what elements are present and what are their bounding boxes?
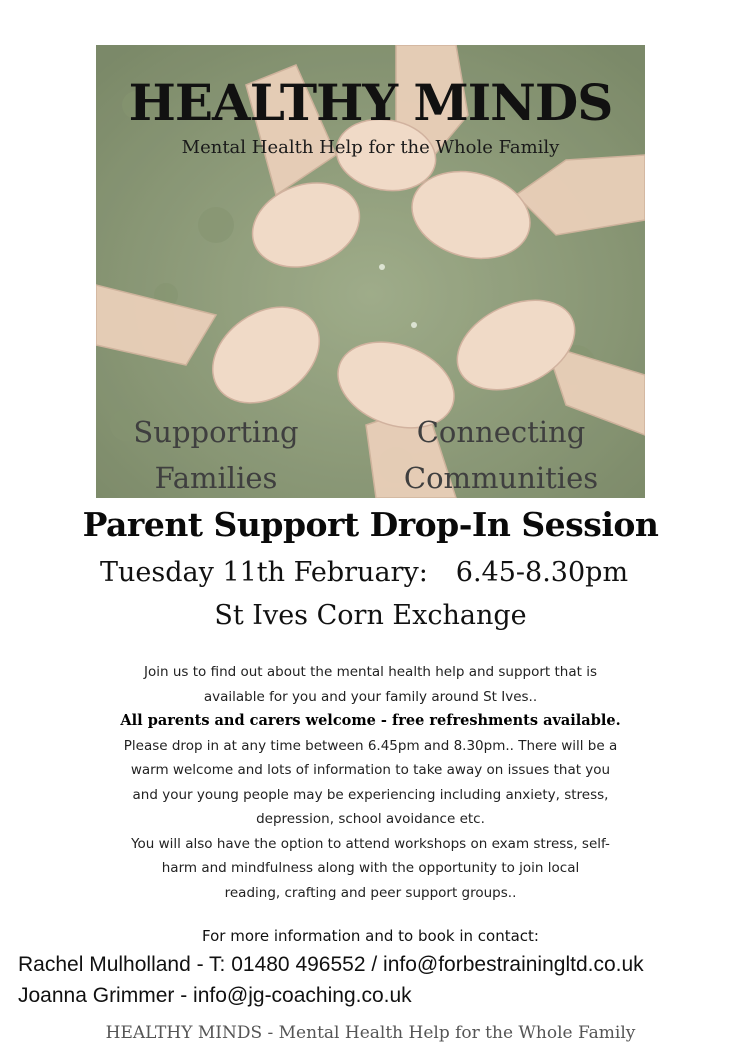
hero-subtitle: Mental Health Help for the Whole Family [181, 137, 560, 158]
event-date: Tuesday 11th February: [100, 557, 428, 588]
tag-connecting-communities [386, 409, 616, 498]
tag-left-line2: Families [154, 461, 278, 495]
body-bold-line: All parents and carers welcome - free refreshments available. [120, 712, 621, 729]
body-line: and your young people may be experiencing including anxiety, stress, [132, 786, 609, 803]
body-line: reading, crafting and peer support groups.. [224, 884, 517, 901]
body-line: warm welcome and lots of information to take away on issues that you [130, 762, 611, 778]
tag-left-line1: Supporting [133, 415, 299, 449]
contact-intro: For more information and to book in contact: [202, 927, 539, 945]
contact-joanna: Joanna Grimmer - info@jg-coaching.co.uk [18, 984, 412, 1007]
body-line: You will also have the option to attend workshops on exam stress, self- [131, 835, 610, 852]
event-description [62, 660, 679, 905]
hero-image [96, 45, 645, 498]
body-line: harm and mindfulness along with the opportunity to join local [161, 860, 580, 876]
body-line: available for you and your family around St Ives.. [203, 688, 538, 705]
event-venue: St Ives Corn Exchange [214, 600, 527, 631]
body-line: Please drop in at any time between 6.45pm and 8.30pm.. There will be a [123, 737, 618, 754]
tag-right-line2: Communities [403, 461, 599, 495]
footer-tagline: HEALTHY MINDS - Mental Health Help for the Whole Family [105, 1023, 636, 1043]
body-line: Join us to find out about the mental health help and support that is [144, 664, 597, 680]
event-time: 6.45-8.30pm [455, 557, 629, 588]
event-headline: Parent Support Drop-In Session [82, 505, 659, 544]
tag-supporting-families [116, 409, 316, 498]
body-line: depression, school avoidance etc. [256, 811, 485, 827]
hero-title: HEALTHY MINDS [128, 73, 613, 132]
event-datetime [100, 557, 628, 588]
contact-rachel: Rachel Mulholland - T: 01480 496552 / info@forbestrainingltd.co.uk [18, 953, 644, 976]
tag-right-line1: Connecting [416, 415, 586, 449]
